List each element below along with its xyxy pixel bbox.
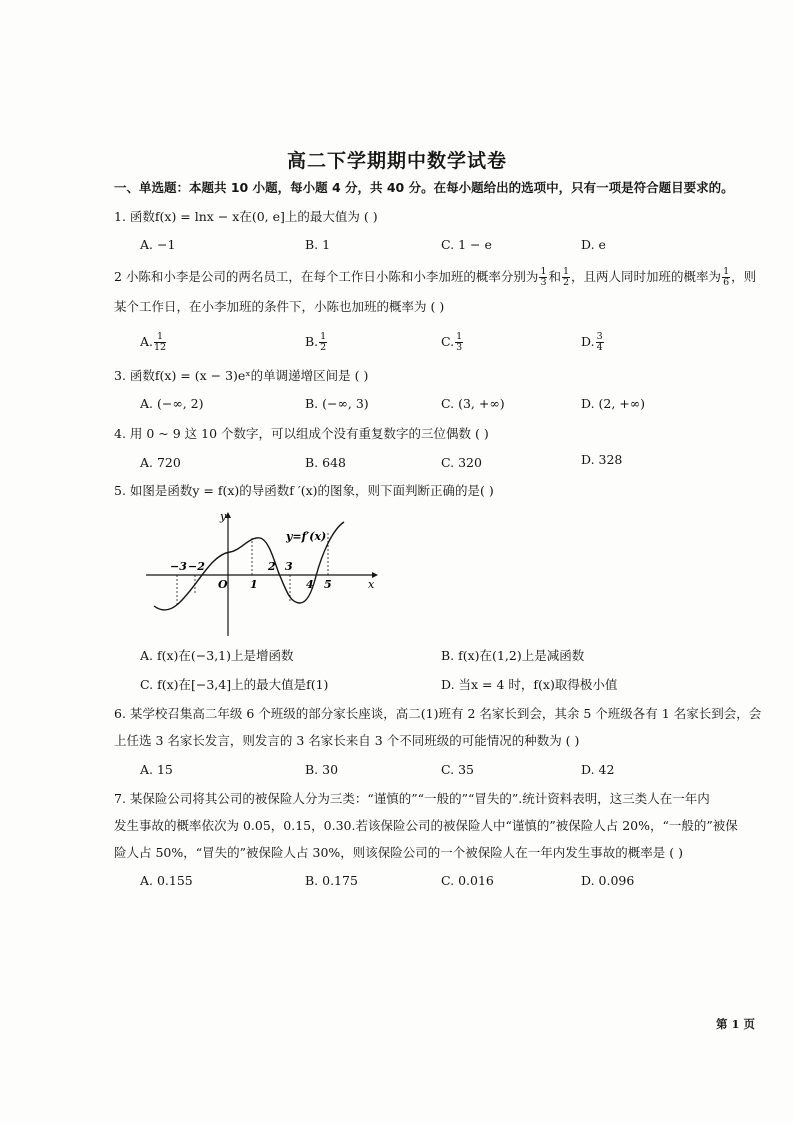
q3-option-c: C. (3, +∞) [441,396,505,411]
page-title: 高二下学期期中数学试卷 [286,150,507,172]
q2-option-d [581,330,605,354]
question-7-stem-line1: 7. 某保险公司将其公司的被保险人分为三类：“谨慎的”“一般的”“冒失的”.统计资料表明，这三类人在一年内 [114,791,710,806]
question-2-stem-line2: 某个工作日，在小李加班的条件下，小陈也加班的概率为 ( ) [114,299,445,314]
q5-option-d: D. 当x = 4 时，f(x)取得极小值 [441,677,618,692]
q2-f1-num: 1 [540,266,547,277]
q2-c-den: 3 [456,342,463,353]
q2-f2-num: 1 [563,266,570,277]
q1-option-b: B. 1 [305,237,331,252]
q2-fraction-2 [562,267,570,288]
tick-label: −2 [188,560,205,573]
q2-a-label: A. [140,334,154,349]
q3-option-a: A. (−∞, 2) [140,396,204,411]
q2-f3-den: 6 [723,277,730,288]
q2-option-b [305,330,328,354]
q2-b-label: B. [305,334,319,349]
q2-f3-num: 1 [723,266,730,277]
section-heading: 一、单选题：本题共 10 小题，每小题 4 分，共 40 分。在每小题给出的选项中，只有一项是符合题目要求的。 [114,180,734,195]
q3-option-b: B. (−∞, 3) [305,396,369,411]
q4-option-a: A. 720 [140,455,181,470]
q5-option-c: C. f(x)在[−3,4]上的最大值是f(1) [140,677,329,692]
q2-option-a [140,330,167,354]
tick-label: 3 [285,560,293,573]
question-1-stem: 1. 函数f(x) = lnx − x在(0, e]上的最大值为 ( ) [114,209,378,224]
derivative-graph [140,508,380,648]
q2-c-fraction [455,332,463,353]
q2-a-den: 12 [154,342,167,353]
q6-option-d: D. 42 [581,762,615,777]
q2-stem-part-a: 2 小陈和小李是公司的两名员工，在每个工作日小陈和小李加班的概率分别为 [114,269,539,284]
q2-c-label: C. [441,334,455,349]
question-7-stem-line2: 发生事故的概率依次为 0.05，0.15，0.30.若该保险公司的被保险人中“谨慎的”被保险人占 20%，“一般的”被保 [114,818,738,833]
q2-stem-part-c: ，则 [731,269,757,284]
q2-d-den: 4 [596,342,603,353]
origin-label: O [218,578,228,591]
q5-option-b: B. f(x)在(1,2)上是减函数 [441,648,585,663]
question-3-stem: 3. 函数f(x) = (x − 3)eˣ的单调递增区间是 ( ) [114,368,369,383]
graph-curve-label: y=f′(x) [286,530,327,543]
q4-option-d: D. 328 [581,452,623,467]
q2-a-fraction [154,332,166,353]
q2-b-den: 2 [320,342,327,353]
q6-option-b: B. 30 [305,762,339,777]
tick-label: −3 [170,560,187,573]
q1-option-a: A. −1 [140,237,176,252]
q2-a-num: 1 [154,332,166,343]
question-6-stem-line1: 6. 某学校召集高二年级 6 个班级的部分家长座谈，高二(1)班有 2 名家长到会，其余 5 个班级各有 1 名家长到会，会 [114,706,762,721]
q1-option-d: D. e [581,237,606,252]
y-axis-label: y [220,510,227,523]
q2-d-num: 3 [596,331,603,342]
q2-fraction-3 [722,267,730,288]
x-axis-label: x [368,578,375,591]
q2-f2-den: 2 [563,277,570,288]
q1-option-c: C. 1 − e [441,237,492,252]
tick-label: 5 [324,578,332,591]
question-6-stem-line2: 上任选 3 名家长发言，则发言的 3 名家长来自 3 个不同班级的可能情况的种数为 ( ) [114,733,580,748]
q2-c-num: 1 [456,331,463,342]
q2-d-fraction [596,332,604,353]
q2-f1-den: 3 [540,277,547,288]
tick-label: 1 [250,578,258,591]
q7-option-d: D. 0.096 [581,873,635,888]
q7-option-c: C. 0.016 [441,873,494,888]
q5-option-a: A. f(x)在(−3,1)上是增函数 [140,648,294,663]
q2-fraction-1 [539,267,547,288]
q4-option-b: B. 648 [305,455,346,470]
q2-d-label: D. [581,334,595,349]
q4-option-c: C. 320 [441,455,482,470]
q2-option-c [441,330,464,354]
page-number: 第 1 页 [716,1017,756,1031]
q6-option-c: C. 35 [441,762,474,777]
tick-label: 2 [268,560,276,573]
question-5-stem: 5. 如图是函数y = f(x)的导函数f ′(x)的图象，则下面判断正确的是( ) [114,483,494,498]
q2-stem-part-b: ，且两人同时加班的概率为 [571,269,722,284]
tick-label: 4 [306,578,314,591]
q6-option-a: A. 15 [140,762,173,777]
q2-b-num: 1 [320,331,327,342]
q7-option-a: A. 0.155 [140,873,193,888]
question-7-stem-line3: 险人占 50%，“冒失的”被保险人占 30%，则该保险公司的一个被保险人在一年内发生事故的概率是 ( ) [114,845,683,860]
q7-option-b: B. 0.175 [305,873,358,888]
q2-b-fraction [319,332,327,353]
question-4-stem: 4. 用 0 ~ 9 这 10 个数字，可以组成个没有重复数字的三位偶数 ( ) [114,426,489,441]
q2-and: 和 [548,269,561,284]
question-2-stem-line1 [114,265,784,289]
q3-option-d: D. (2, +∞) [581,396,646,411]
